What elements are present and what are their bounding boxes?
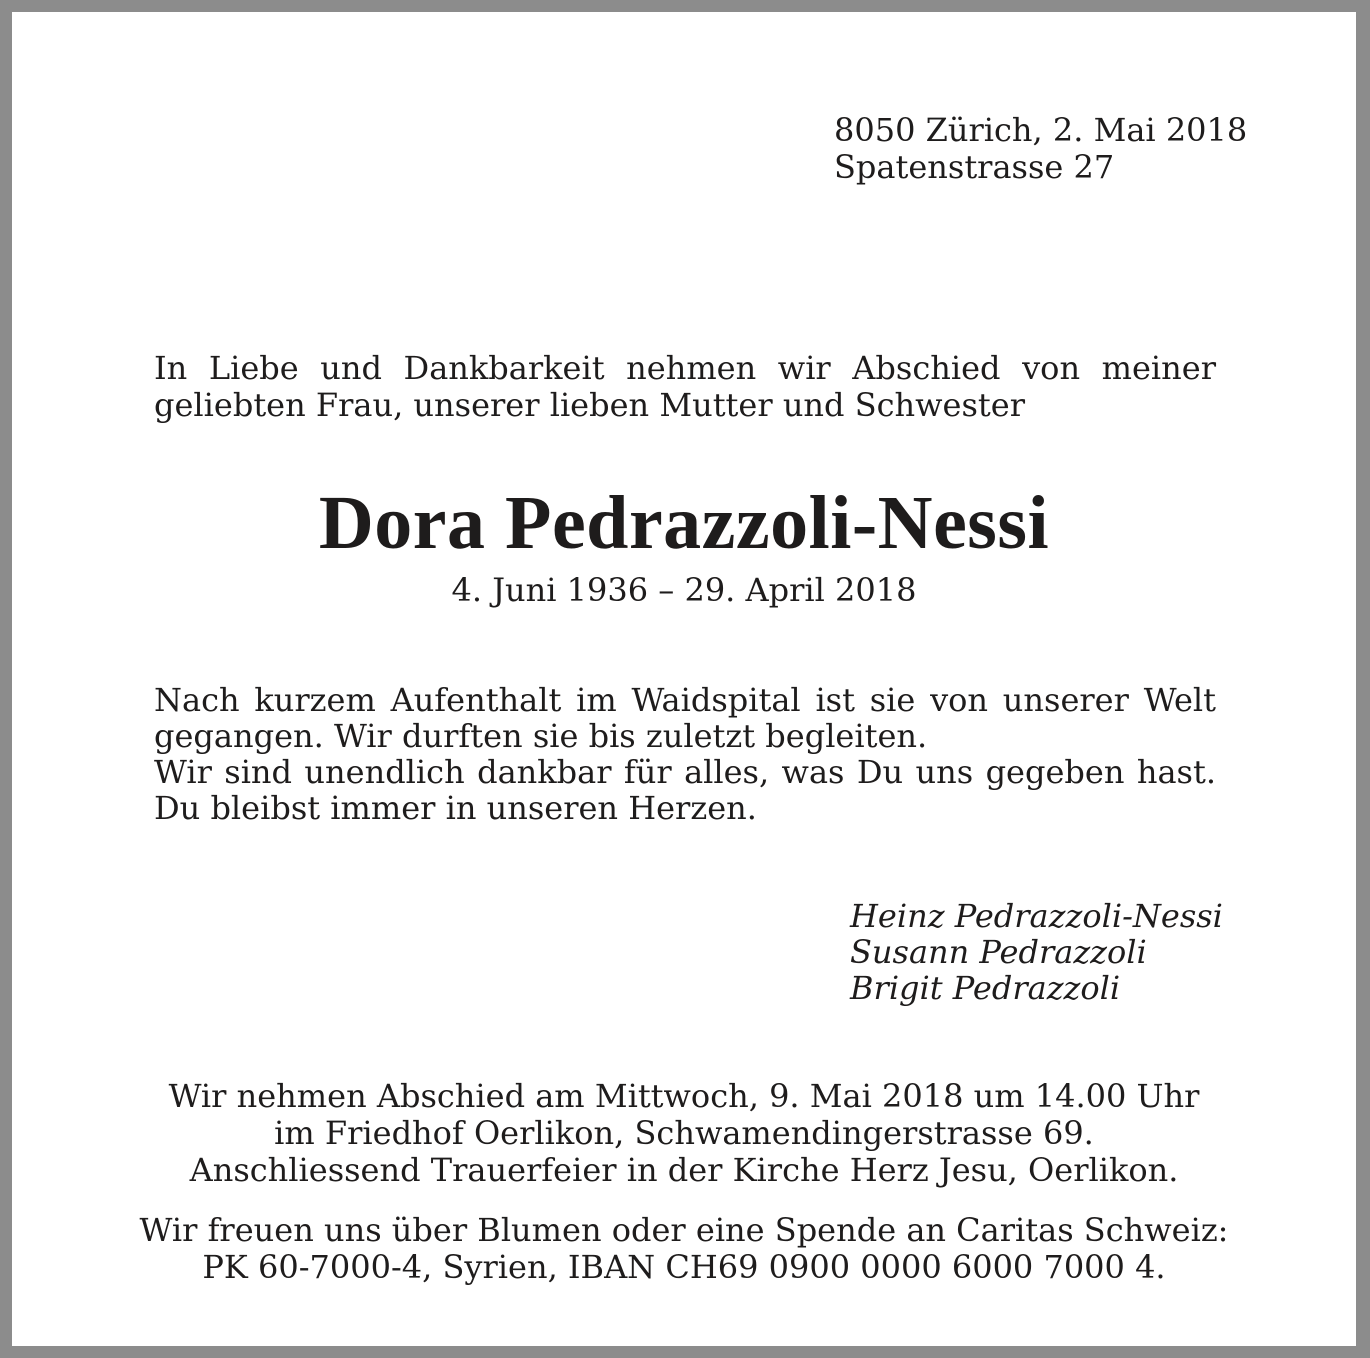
life-dates: 4. Juni 1936 – 29. April 2018 [451, 571, 917, 609]
mourner-name: Heinz Pedrazzoli-Nessi [850, 897, 1223, 935]
message-paragraph-1: Nach kurzem Aufenthalt im Waidspital ist sie von unserer Welt gegangen. Wir durften sie bis zuletzt begleiten. [154, 681, 1216, 755]
ceremony-line-2: im Friedhof Oerlikon, Schwamendingerstrasse 69. [274, 1114, 1094, 1152]
ceremony-line-1: Wir nehmen Abschied am Mittwoch, 9. Mai 2018 um 14.00 Uhr [168, 1077, 1200, 1115]
ceremony-line-3: Anschliessend Trauerfeier in der Kirche Herz Jesu, Oerlikon. [189, 1151, 1179, 1189]
city-date: 8050 Zürich, 2. Mai 2018 [834, 111, 1248, 149]
deceased-name: Dora Pedrazzoli-Nessi [318, 481, 1050, 565]
mourners-list [850, 898, 1270, 1006]
sender-address [834, 112, 1254, 186]
donation-info [12, 1212, 1356, 1286]
mourner-name: Susann Pedrazzoli [850, 933, 1147, 971]
donation-line-2: PK 60-7000-4, Syrien, IBAN CH69 0900 0000 6000 7000 4. [202, 1248, 1166, 1286]
ceremony-info [12, 1078, 1356, 1189]
obituary-notice [12, 12, 1356, 1346]
street-address: Spatenstrasse 27 [834, 148, 1115, 186]
intro-text: In Liebe und Dankbarkeit nehmen wir Abschied von meiner geliebten Frau, unserer lieben Mutter und Schwester [154, 349, 1216, 424]
message-paragraph-2: Wir sind unendlich dankbar für alles, was Du uns gegeben hast. Du bleibst immer in unseren Herzen. [154, 753, 1216, 827]
mourner-name: Brigit Pedrazzoli [850, 969, 1121, 1007]
donation-line-1: Wir freuen uns über Blumen oder eine Spende an Caritas Schweiz: [139, 1211, 1229, 1249]
message-text [154, 682, 1216, 826]
